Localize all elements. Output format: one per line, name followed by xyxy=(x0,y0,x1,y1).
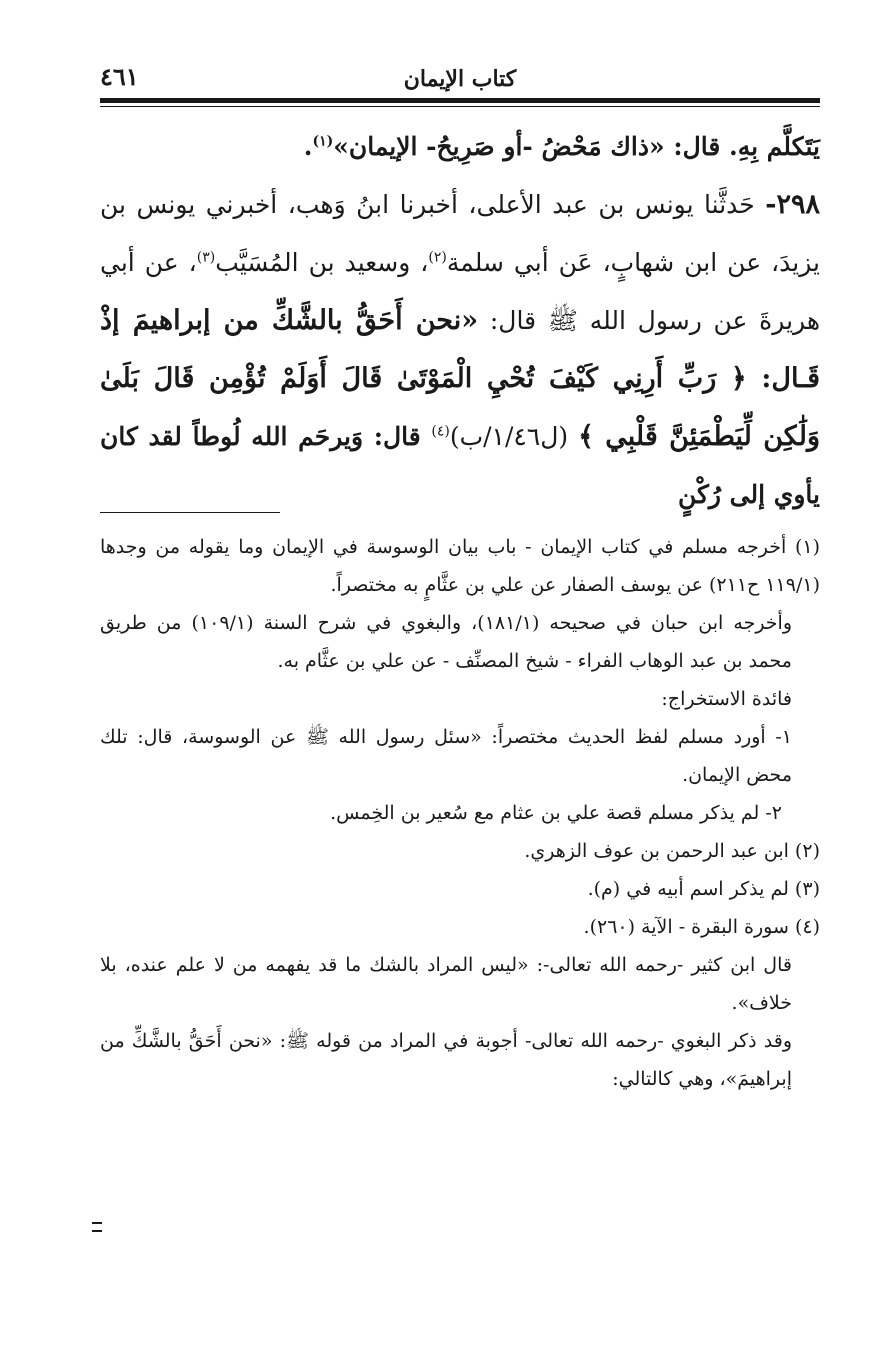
footnote-4-a: قال ابن كثير -رحمه الله تعالى-: «ليس المراد بالشك ما قد يفهمه من لا علم عنده، بلا خلاف». xyxy=(100,954,792,1014)
line1-text: يَتَكلَّم بِهِ. قال: «ذاك مَحْضُ -أو صَرِيحُ- الإيمان» xyxy=(333,132,820,161)
manuscript-ref: (ل١/٤٦/ب) xyxy=(449,422,579,451)
hadith-chain-a: حَدثَّنا يونس بن عبد الأعلى، أخبرنا ابنُ وَهب، أخبرني يونس بن يزيدَ، عن ابن شهابٍ، عَن أبي سلمة xyxy=(100,190,820,277)
footnote-1-d: ١- أورد مسلم لفظ الحديث مختصراً: «سئل رسول الله ﷺ عن الوسوسة، قال: تلك محض الإيمان. xyxy=(100,726,792,786)
footnote-ref-1: (١) xyxy=(312,133,334,150)
footnote-ref-3: (٣) xyxy=(196,249,216,266)
footnote-1-c: فائدة الاستخراج: xyxy=(661,688,792,710)
page-header xyxy=(100,58,820,98)
hadith-chain-b: ، وسعيد بن المُسَيَّب xyxy=(215,248,429,277)
footnote-1-b: وأخرجه ابن حبان في صحيحه (١٨١/١)، والبغوي في شرح السنة (١٠٩/١) من طريق محمد بن عبد الوهاب الفراء - شيخ المصنِّف - عن علي بن عثَّام به. xyxy=(100,612,792,672)
footnote-4: (٤) سورة البقرة - الآية (٢٦٠). xyxy=(583,916,820,938)
line1-end: . xyxy=(303,132,313,161)
chapter-title: كتاب الإيمان xyxy=(403,66,517,92)
footnote-1-e: ٢- لم يذكر مسلم قصة علي بن عثام مع سُعير بن الخِمس. xyxy=(330,802,782,824)
header-rule-thick xyxy=(100,98,820,103)
hadith-quote: «نحن أَحَقُّ بالشَّكِّ من إبراهيمَ إذْ قَـال: ﴿ رَبِّ أَرِنِي كَيْفَ تُحْيِ الْمَوْتَىٰ قَالَ أَوَلَمْ تُؤْمِن قَالَ بَلَىٰ وَلَٰكِن لِّيَطْمَئِنَّ قَلْبِي ﴾ xyxy=(100,305,820,452)
footnote-3: (٣) لم يذكر اسم أبيه في (م). xyxy=(587,878,820,900)
footnote-2: (٢) ابن عبد الرحمن بن عوف الزهري. xyxy=(524,840,820,862)
header-rule-thin xyxy=(100,106,820,107)
footnote-divider xyxy=(100,512,280,513)
main-text xyxy=(100,118,820,524)
page-number: ٤٦١ xyxy=(100,62,139,91)
footnotes xyxy=(100,528,820,1098)
hadith-end: قال: وَيرحَم الله لُوطاً لقد كان يأوي إلى رُكْنٍ xyxy=(100,422,820,509)
footnote-1-a: (١) أخرجه مسلم في كتاب الإيمان - باب بيان الوسوسة في الإيمان وما يقوله من وجدها (١١٩/١ ح٢١١) عن يوسف الصفار عن علي بن عثَّامٍ به مختصراً. xyxy=(100,536,820,596)
hadith-paragraph xyxy=(100,176,820,524)
footnote-ref-2: (٢) xyxy=(428,249,447,266)
footnote-4-b: وقد ذكر البغوي -رحمه الله تعالى- أجوبة في المراد من قوله ﷺ: «نحن أَحَقُّ بالشَّكِّ من إبراهيمَ»، وهي كالتالي: xyxy=(100,1030,792,1090)
continuation-mark xyxy=(92,1222,102,1232)
hadith-chain-c: ، عن أبي هريرةَ عن رسول الله ﷺ قال: xyxy=(100,248,821,335)
main-paragraph-1 xyxy=(100,118,820,176)
hadith-number: ٢٩٨- xyxy=(765,189,820,220)
footnote-ref-4: (٤) xyxy=(431,423,450,440)
